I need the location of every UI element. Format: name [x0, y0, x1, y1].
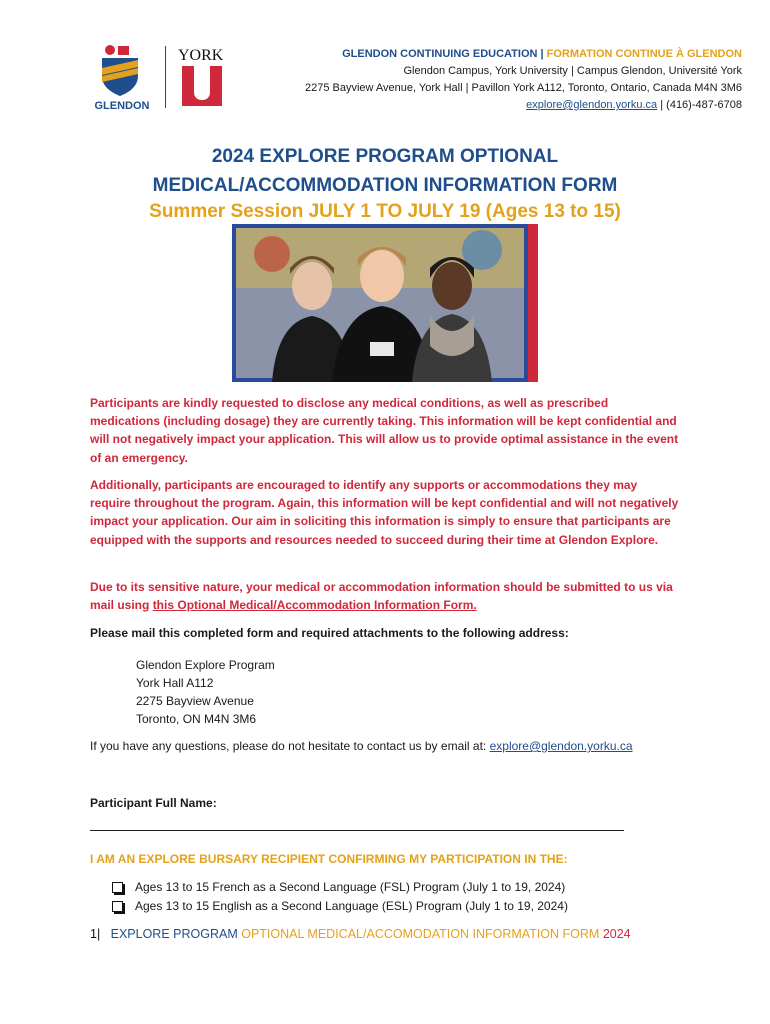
page-footer	[90, 927, 631, 941]
glendon-logo	[88, 44, 156, 112]
participants-photo	[232, 224, 538, 382]
title-line-1: 2024 EXPLORE PROGRAM OPTIONAL	[211, 146, 559, 167]
address-line-1: Glendon Explore Program	[136, 658, 275, 672]
logo-divider	[165, 46, 166, 108]
form-link[interactable]: this Optional Medical/Accommodation Information Form.	[152, 598, 477, 613]
form-title	[0, 142, 770, 200]
submission-paragraph	[90, 578, 680, 614]
page-number: 1|	[90, 927, 101, 941]
header-contact	[305, 46, 742, 114]
bursary-heading: I AM AN EXPLORE BURSARY RECIPIENT CONFIRMING MY PARTICIPATION IN THE:	[90, 852, 568, 866]
participant-name-label: Participant Full Name:	[90, 796, 217, 810]
option-label-esl: Ages 13 to 15 English as a Second Language (ESL) Program (July 1 to 19, 2024)	[135, 899, 568, 913]
address-line-3: 2275 Bayview Avenue	[136, 694, 254, 708]
header-separator: |	[540, 48, 544, 60]
mailing-address	[136, 656, 275, 728]
questions-line	[90, 739, 633, 753]
address-line-4: Toronto, ON M4N 3M6	[136, 712, 257, 726]
checkbox-icon[interactable]	[112, 901, 123, 912]
campus-line: Glendon Campus, York University | Campus Glendon, Université York	[403, 65, 742, 77]
checkbox-option-fsl[interactable]	[112, 880, 565, 894]
submission-text: Due to its sensitive nature, your medical or accommodation information should be submitted to us via mail using	[90, 580, 673, 613]
accommodations-paragraph: Additionally, participants are encouraged to identify any supports or accommodations they may require throughout the program. Again, this information will be kept confidential and will not negatively impact your application. Our aim in soliciting this information is simply to ensure that participants are equipped with the supports and resources needed to succeed during their time at Glendon Explore.	[90, 478, 679, 547]
medical-disclosure-paragraph: Participants are kindly requested to disclose any medical conditions, as well as prescribed medications (including dosage) they are currently taking. This information will be kept confidential and will not negatively impact your application. This will allow us to provide optimal assistance in the event of an emergency.	[90, 396, 679, 465]
footer-program: EXPLORE PROGRAM	[110, 927, 242, 941]
org-name-en: GLENDON CONTINUING EDUCATION	[342, 48, 538, 60]
header-email-link[interactable]: explore@glendon.yorku.ca	[526, 99, 658, 111]
option-label-fsl: Ages 13 to 15 French as a Second Language (FSL) Program (July 1 to 19, 2024)	[135, 880, 566, 894]
york-wordmark: YORK	[178, 47, 224, 64]
session-subtitle: Summer Session JULY 1 TO JULY 19 (Ages 13 to 15)	[149, 201, 621, 222]
header-phone: | (416)-487-6708	[657, 99, 742, 111]
questions-text: If you have any questions, please do not hesitate to contact us by email at:	[90, 739, 490, 753]
york-logo	[176, 46, 236, 110]
mail-instruction: Please mail this completed form and required attachments to the following address:	[90, 626, 569, 640]
questions-email-link[interactable]: explore@glendon.yorku.ca	[489, 739, 633, 753]
address-line: 2275 Bayview Avenue, York Hall | Pavillon York A112, Toronto, Ontario, Canada M4N 3M6	[304, 82, 742, 94]
checkbox-option-esl[interactable]	[112, 899, 568, 913]
address-line-2: York Hall A112	[136, 676, 214, 690]
glendon-wordmark: GLENDON	[94, 100, 150, 112]
footer-year: 2024	[602, 927, 631, 941]
footer-form-title: OPTIONAL MEDICAL/ACCOMODATION INFORMATION FORM	[241, 927, 603, 941]
participant-name-field[interactable]	[90, 830, 624, 831]
checkbox-icon[interactable]	[112, 882, 123, 893]
title-line-2: MEDICAL/ACCOMMODATION INFORMATION FORM	[152, 175, 618, 196]
org-name-fr: FORMATION CONTINUE À GLENDON	[546, 48, 742, 60]
